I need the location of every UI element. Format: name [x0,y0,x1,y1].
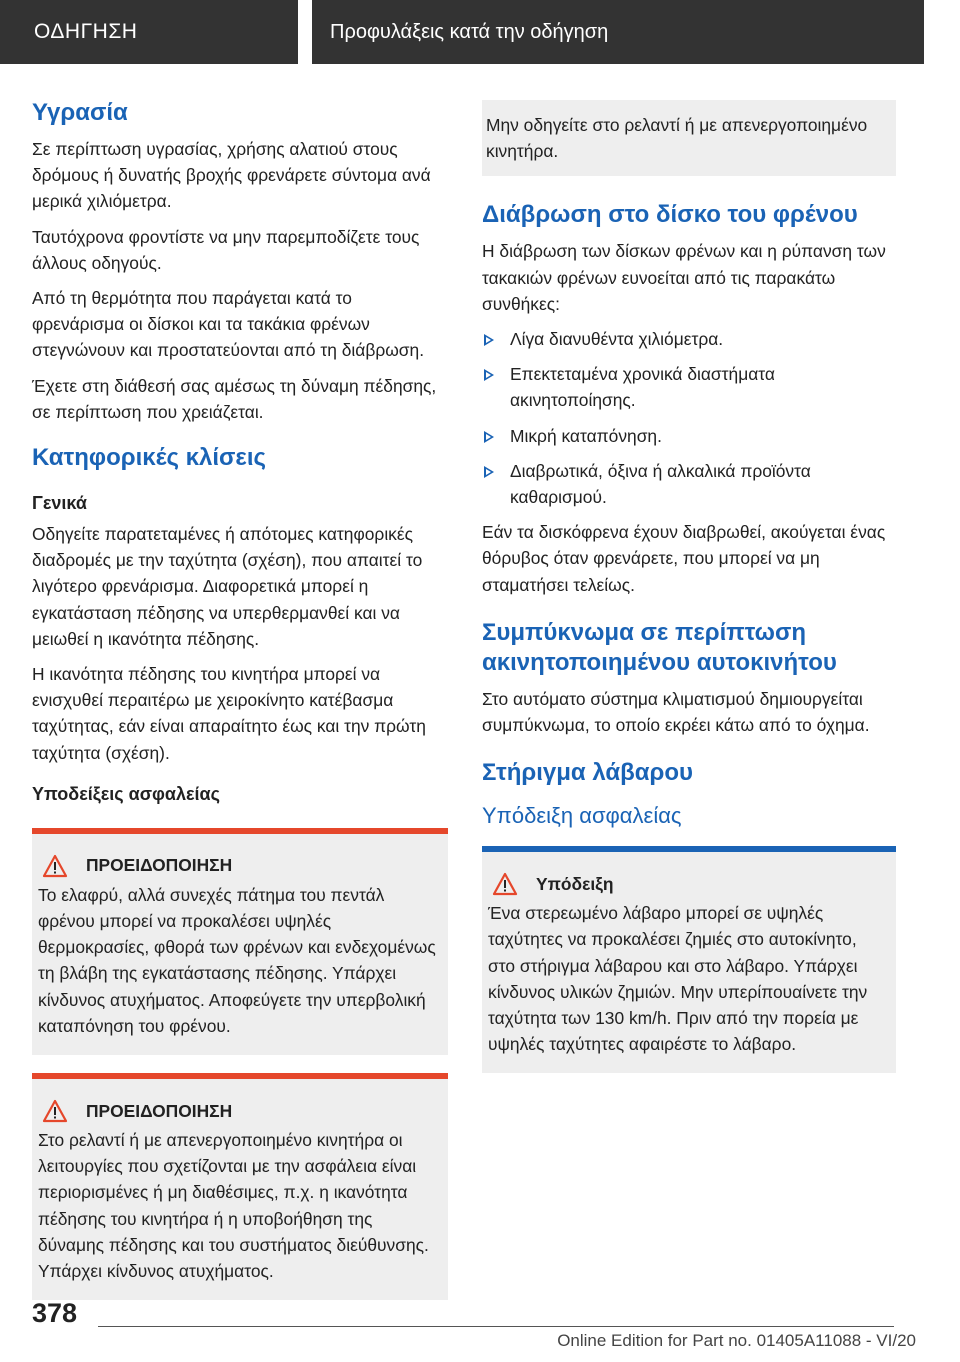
heading-brake-corrosion: Διάβρωση στο δίσκο του φρένου [482,201,858,229]
heading-general: Γενικά [32,493,87,514]
paragraph: Από τη θερμότητα που παράγεται κατά το φρενάρισμα οι δίσκοι και τα τακάκια φρένων στεγνώνουν και προστατεύονται από τη διάβρωση. [32,288,425,361]
footer-edition: Online Edition for Part no. 01405A11088 - VI/20 [557,1331,916,1350]
warning-box [32,828,448,1055]
footer-divider [98,1326,894,1327]
note-title: Υπόδειξη [536,873,614,894]
warning-box [32,1073,448,1300]
heading-humidity: Υγρασία [32,99,128,126]
header-chapter: Προφυλάξεις κατά την οδήγηση [312,0,924,64]
warning-title: ΠΡΟΕΙΔΟΠΟΙΗΣΗ [86,855,233,876]
heading-safety-note: Υπόδειξη ασφαλείας [482,803,682,829]
warning-triangle-icon [42,854,68,878]
page-number: 378 [32,1298,78,1328]
note-box [482,846,896,1073]
right-column [482,100,896,1091]
conditions-list [482,326,896,510]
box-text: Μην οδηγείτε στο ρελαντί ή με απενεργοποιημένο κινητήρα. [486,115,868,162]
heading-roof-flag-mount: Στήριγμα λάβαρου [482,759,694,787]
list-item: Λίγα διανυθέντα χιλιόμετρα. [482,326,896,352]
list-item: Επεκτεταμένα χρονικά διαστήματα ακινητοποίησης. [482,361,896,413]
warning-triangle-icon [492,872,518,896]
list-item: Μικρή καταπόνηση. [482,423,896,449]
heading-condensate: Συμπύκνωμα σε περίπτωση ακινητοποιημένου αυτοκινήτου [482,618,837,676]
paragraph: Οδηγείτε παρατεταμένες ή απότομες κατηφορικές διαδρομές με την ταχύτητα (σχέση), που απαιτεί το λιγότερο φρενάρισμα. Διαφορετικά μπορεί η εγκατάσταση πέδησης να υπερθερμανθεί και να μειωθεί η ικανότητα πέδησης. [32,524,423,649]
triangle-arrow-icon [484,431,494,443]
paragraph: Ταυτόχρονα φροντίστε να μην παρεμποδίζετε τους άλλους οδηγούς. [32,226,420,273]
paragraph: Στο αυτόματο σύστημα κλιματισμού δημιουργείται συμπύκνωμα, το οποίο εκρέει κάτω από το όχημα. [482,688,870,736]
note-text: Ένα στερεωμένο λάβαρο μπορεί σε υψηλές ταχύτητες να προκαλέσει ζημιές στο αυτοκίνητο, στο στήριγμα λάβαρου και στο λάβαρο. Υπάρχει κίνδυνος υλικών ζημιών. Μην υπερίπουαίνετε την ταχύτητα των 130 km/h. Πριν από την πορεία με υψηλές ταχύτητες αφαιρέστε το λάβαρο. [488,903,868,1055]
triangle-arrow-icon [484,334,494,346]
triangle-arrow-icon [484,369,494,381]
paragraph: Έχετε στη διάθεσή σας αμέσως τη δύναμη πέδησης, σε περίπτωση που χρειάζεται. [32,375,437,422]
warning-text: Στο ρελαντί ή με απενεργοποιημένο κινητήρα οι λειτουργίες που σχετίζονται με την ασφάλεια είναι περιορισμένες ή μη διαθέσιμες, π.χ. η ικανότητα πέδησης του κινητήρα ή η υποβοήθηση της δύναμης πέδησης και του συστήματος διεύθυνσης. Υπάρχει κίνδυνος ατυχήματος. [38,1130,429,1282]
paragraph: Εάν τα δισκόφρενα έχουν διαβρωθεί, ακούγεται ένας θόρυβος όταν φρενάρετε, που μπορεί να μη σταματήσει τελείως. [482,522,886,595]
list-item: Διαβρωτικά, όξινα ή αλκαλικά προϊόντα καθαρισμού. [482,458,896,510]
warning-text: Το ελαφρύ, αλλά συνεχές πάτημα του πεντάλ φρένου μπορεί να προκαλέσει υψηλές θερμοκρασίες, φθορά των φρένων και ενδεχομένως τη βλάβη της εγκατάστασης πέδησης. Υπάρχει κίνδυνος ατυχήματος. Αποφεύγετε την υπερβολική καταπόνηση του φρένου. [38,884,436,1036]
paragraph: Σε περίπτωση υγρασίας, χρήσης αλατιού στους δρόμους ή δυνατής βροχής φρενάρετε σύντομα ανά μερικά χιλιόμετρα. [32,139,431,212]
heading-safety-notes: Υποδείξεις ασφαλείας [32,783,220,804]
heading-downhill: Κατηφορικές κλίσεις [32,444,266,472]
triangle-arrow-icon [484,466,494,478]
warning-triangle-icon [42,1099,68,1123]
paragraph: Η διάβρωση των δίσκων φρένων και η ρύπανση των τακακιών φρένων ευνοείται από τις παρακάτω συνθήκες: [482,241,886,314]
header-section: ΟΔΗΓΗΣΗ [0,0,298,64]
paragraph: Η ικανότητα πέδησης του κινητήρα μπορεί να ενισχυθεί περαιτέρω με χειροκίνητο κατέβασμα ταχύτητας, εάν είναι απαραίτητο έως και την πρώτη ταχύτητα (σχέση). [32,664,426,763]
left-column [32,98,448,1318]
warning-title: ΠΡΟΕΙΔΟΠΟΙΗΣΗ [86,1100,233,1121]
continued-warning-box [482,100,896,176]
